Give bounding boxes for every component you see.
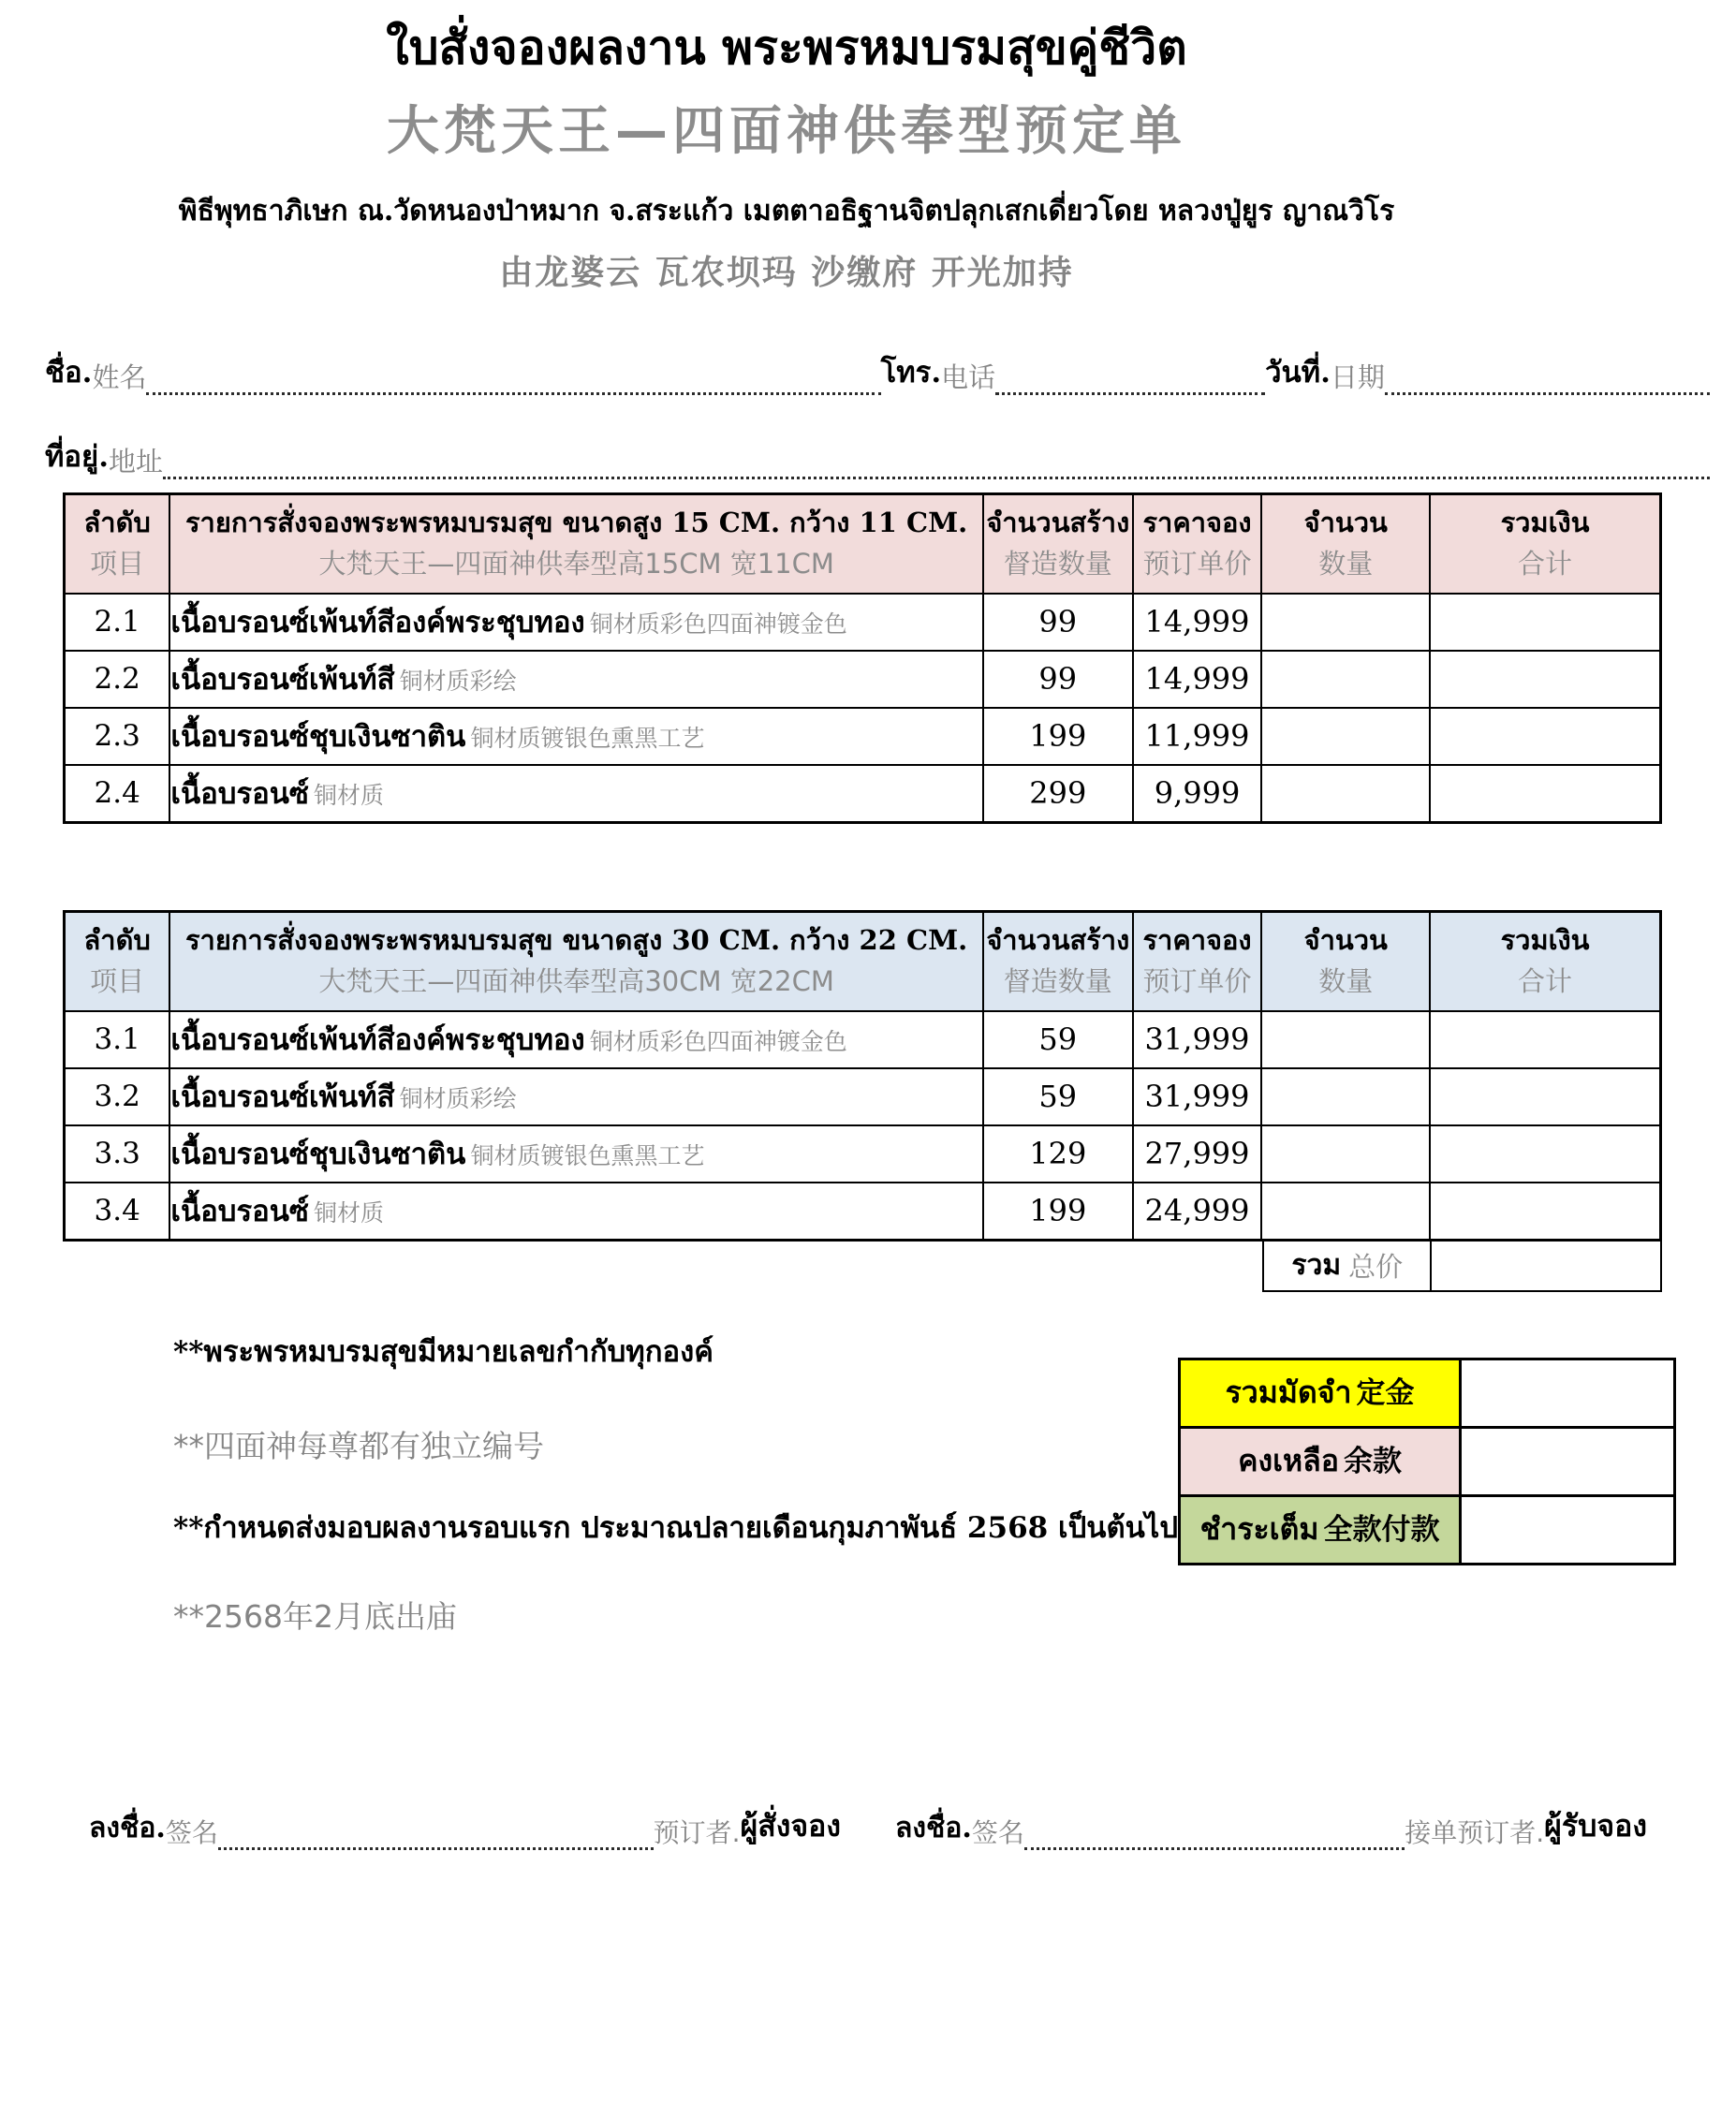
col-total-zh: 合计	[1518, 548, 1573, 580]
col-made-zh: 督造数量	[1003, 548, 1112, 580]
col-no-th: ลำดับ	[83, 923, 151, 956]
balance-label	[1180, 1427, 1461, 1495]
grand-total-label	[1262, 1239, 1432, 1292]
item-name-th: เนื้อบรอนซ์เพ้นท์สีองค์พระชุบทอง	[170, 606, 585, 639]
row-qty-fill-cell[interactable]	[1261, 1011, 1430, 1068]
col-header-total	[1430, 911, 1660, 1011]
balance-row	[1180, 1427, 1675, 1495]
payment-summary-table	[1178, 1358, 1676, 1565]
full-payment-label	[1180, 1495, 1461, 1564]
deposit-label-th: รวมมัดจำ	[1225, 1374, 1352, 1410]
col-made-th: จำนวนสร้าง	[986, 923, 1130, 956]
full-payment-label-th: ชำระเต็ม	[1199, 1511, 1319, 1547]
col-made-th: จำนวนสร้าง	[986, 506, 1130, 538]
col-price-zh: 预订单价	[1142, 548, 1252, 580]
table-row	[65, 1183, 1661, 1241]
row-total-fill-cell[interactable]	[1430, 1183, 1660, 1241]
row-total-fill-cell[interactable]	[1430, 1011, 1660, 1068]
receiver-signature-line	[895, 1802, 1647, 1850]
sign-label-th: ลงชื่อ.	[89, 1812, 166, 1845]
row-no: 2.4	[65, 765, 170, 823]
row-no: 2.2	[65, 651, 170, 708]
row-no: 3.3	[65, 1125, 170, 1183]
notes-and-payment-section	[0, 1335, 1736, 1637]
full-payment-row	[1180, 1495, 1675, 1564]
name-label-zh: 姓名	[92, 360, 147, 393]
col-header-no	[65, 911, 170, 1011]
balance-label-zh: 余款	[1344, 1445, 1403, 1478]
date-input-line[interactable]	[1385, 359, 1710, 395]
col-item-th: รายการสั่งจองพระพรหมบรมสุข ขนาดสูง 30 CM. กว้าง 22 CM.	[184, 923, 968, 956]
note-serial-number-th: **พระพรหมบรมสุขมีหมายเลขกำกับทุกองค์	[173, 1334, 714, 1369]
table-header-row	[65, 911, 1661, 1011]
ceremony-subtitle-thai: พิธีพุทธาภิเษก ณ.วัดหนองป่าหมาก จ.สระแก้ว เมตตาอธิฐานจิตปลุกเสกเดี่ยวโดย หลวงปู่ยูร ญาณวิโร	[178, 194, 1395, 228]
col-item-zh: 大梵天王—四面神供奉型高15CM 宽11CM	[318, 548, 834, 580]
row-item	[169, 708, 983, 765]
row-total-fill-cell[interactable]	[1430, 765, 1660, 823]
table-row	[65, 1125, 1661, 1183]
col-total-zh: 合计	[1518, 965, 1573, 998]
deposit-label	[1180, 1359, 1461, 1427]
page-title-thai: ใบสั่งจองผลงาน พระพรหมบรมสุขคู่ชีวิต	[386, 20, 1187, 75]
col-no-th: ลำดับ	[83, 506, 151, 538]
col-item-th: รายการสั่งจองพระพรหมบรมสุข ขนาดสูง 15 CM. กว้าง 11 CM.	[184, 506, 968, 538]
receiver-role-zh: 接单预订者.	[1405, 1817, 1545, 1849]
table-header-row	[65, 493, 1661, 594]
col-price-th: ราคาจอง	[1142, 506, 1252, 538]
name-input-line[interactable]	[146, 359, 880, 395]
row-qty-fill-cell[interactable]	[1261, 1125, 1430, 1183]
blessing-subtitle-chinese: 由龙婆云 瓦农坝玛 沙缴府 开光加持	[499, 253, 1074, 292]
sign-label-th: ลงชื่อ.	[895, 1812, 972, 1845]
name-phone-date-line	[45, 352, 1710, 395]
row-price: 14,999	[1133, 651, 1262, 708]
col-qty-zh: 数量	[1318, 548, 1374, 580]
signature-section	[89, 1802, 1647, 1850]
item-name-th: เนื้อบรอนซ์ชุบเงินซาติน	[170, 1138, 466, 1171]
deposit-row	[1180, 1359, 1675, 1427]
row-total-fill-cell[interactable]	[1430, 651, 1660, 708]
orderer-signature-line	[89, 1802, 841, 1850]
col-price-zh: 预订单价	[1142, 965, 1252, 998]
row-qty-fill-cell[interactable]	[1261, 1068, 1430, 1125]
row-no: 3.1	[65, 1011, 170, 1068]
row-made-qty: 99	[983, 651, 1133, 708]
row-price: 31,999	[1133, 1068, 1262, 1125]
item-name-th: เนื้อบรอนซ์เพ้นท์สี	[170, 1080, 395, 1114]
row-made-qty: 59	[983, 1011, 1133, 1068]
col-header-item	[169, 911, 983, 1011]
col-header-qty	[1261, 911, 1430, 1011]
balance-label-th: คงเหลือ	[1238, 1443, 1339, 1478]
table-row	[65, 1011, 1661, 1068]
col-item-zh: 大梵天王—四面神供奉型高30CM 宽22CM	[318, 965, 834, 998]
phone-label-zh: 电话	[941, 360, 996, 393]
row-price: 31,999	[1133, 1011, 1262, 1068]
row-item	[169, 594, 983, 651]
row-qty-fill-cell[interactable]	[1261, 651, 1430, 708]
sign-label-zh: 签名	[165, 1817, 218, 1849]
customer-info-section	[45, 352, 1710, 479]
grand-total-fill-cell[interactable]	[1432, 1239, 1662, 1292]
address-label-th: ที่อยู่.	[45, 439, 110, 474]
note-delivery-zh: **2568年2月底出庙	[173, 1598, 457, 1636]
row-no: 3.2	[65, 1068, 170, 1125]
row-made-qty: 199	[983, 708, 1133, 765]
item-name-th: เนื้อบรอนซ์เพ้นท์สี	[170, 663, 395, 697]
note-serial-number-zh: **四面神每尊都有独立编号	[173, 1427, 544, 1464]
row-item	[169, 1125, 983, 1183]
row-made-qty: 199	[983, 1183, 1133, 1241]
row-price: 11,999	[1133, 708, 1262, 765]
row-qty-fill-cell[interactable]	[1261, 765, 1430, 823]
address-label-zh: 地址	[109, 445, 164, 478]
row-made-qty: 129	[983, 1125, 1133, 1183]
col-header-qty	[1261, 493, 1430, 594]
item-name-th: เนื้อบรอนซ์	[170, 777, 309, 811]
table-row	[65, 594, 1661, 651]
orderer-role-th: ผู้สั่งจอง	[740, 1808, 841, 1844]
row-made-qty: 99	[983, 594, 1133, 651]
row-price: 27,999	[1133, 1125, 1262, 1183]
orderer-signature-input-line[interactable]	[218, 1817, 654, 1850]
col-header-price	[1133, 493, 1262, 594]
col-no-zh: 项目	[90, 965, 145, 998]
document-header	[19, 0, 1554, 294]
row-item	[169, 1011, 983, 1068]
grand-total-label-zh: 总价	[1348, 1251, 1404, 1283]
page-title-chinese: 大梵天王—四面神供奉型预定单	[387, 100, 1186, 162]
notes-list	[173, 1335, 1178, 1637]
row-qty-fill-cell[interactable]	[1261, 708, 1430, 765]
grand-total-row	[1262, 1239, 1662, 1292]
orderer-role-zh: 预订者.	[653, 1817, 741, 1849]
order-table-30cm	[63, 910, 1662, 1242]
row-price: 14,999	[1133, 594, 1262, 651]
sign-label-zh: 签名	[971, 1817, 1024, 1849]
order-table-15cm	[63, 492, 1662, 824]
col-no-zh: 项目	[90, 548, 145, 580]
col-total-th: รวมเงิน	[1500, 506, 1590, 538]
row-total-fill-cell[interactable]	[1430, 1068, 1660, 1125]
phone-label-th: โทร.	[880, 355, 942, 389]
table-row	[65, 765, 1661, 823]
item-name-zh: 铜材质镀银色熏黑工艺	[470, 1142, 705, 1169]
table-row	[65, 708, 1661, 765]
full-payment-label-zh: 全款付款	[1323, 1513, 1440, 1547]
row-item	[169, 651, 983, 708]
row-qty-fill-cell[interactable]	[1261, 1183, 1430, 1241]
col-price-th: ราคาจอง	[1142, 923, 1252, 956]
name-label-th: ชื่อ.	[45, 355, 93, 389]
col-qty-th: จำนวน	[1303, 923, 1388, 956]
item-name-zh: 铜材质	[314, 1199, 385, 1227]
address-input-line[interactable]	[163, 443, 1710, 479]
col-header-total	[1430, 493, 1660, 594]
row-no: 3.4	[65, 1183, 170, 1241]
row-no: 2.3	[65, 708, 170, 765]
item-name-zh: 铜材质彩色四面神镀金色	[589, 610, 847, 638]
receiver-role-th: ผู้รับจอง	[1544, 1808, 1647, 1844]
item-name-zh: 铜材质	[314, 782, 385, 809]
item-name-zh: 铜材质彩绘	[399, 668, 517, 695]
col-header-item	[169, 493, 983, 594]
col-made-zh: 督造数量	[1003, 965, 1112, 998]
item-name-th: เนื้อบรอนซ์	[170, 1195, 309, 1228]
full-payment-fill-cell[interactable]	[1461, 1495, 1675, 1564]
col-total-th: รวมเงิน	[1500, 923, 1590, 956]
col-header-price	[1133, 911, 1262, 1011]
item-name-zh: 铜材质彩色四面神镀金色	[589, 1028, 847, 1055]
address-line	[45, 436, 1710, 479]
col-header-made	[983, 911, 1133, 1011]
deposit-label-zh: 定金	[1356, 1376, 1415, 1410]
row-no: 2.1	[65, 594, 170, 651]
row-total-fill-cell[interactable]	[1430, 708, 1660, 765]
col-header-made	[983, 493, 1133, 594]
deposit-fill-cell[interactable]	[1461, 1359, 1675, 1427]
date-label-th: วันที่.	[1265, 355, 1331, 389]
row-item	[169, 765, 983, 823]
col-header-no	[65, 493, 170, 594]
row-made-qty: 59	[983, 1068, 1133, 1125]
phone-input-line[interactable]	[995, 359, 1265, 395]
row-qty-fill-cell[interactable]	[1261, 594, 1430, 651]
row-made-qty: 299	[983, 765, 1133, 823]
col-qty-zh: 数量	[1318, 965, 1374, 998]
row-price: 9,999	[1133, 765, 1262, 823]
row-price: 24,999	[1133, 1183, 1262, 1241]
receiver-signature-input-line[interactable]	[1024, 1817, 1405, 1850]
row-item	[169, 1183, 983, 1241]
row-total-fill-cell[interactable]	[1430, 594, 1660, 651]
item-name-zh: 铜材质彩绘	[399, 1085, 517, 1112]
item-name-th: เนื้อบรอนซ์ชุบเงินซาติน	[170, 720, 466, 754]
table-row	[65, 651, 1661, 708]
item-name-th: เนื้อบรอนซ์เพ้นท์สีองค์พระชุบทอง	[170, 1023, 585, 1057]
col-qty-th: จำนวน	[1303, 506, 1388, 538]
grand-total-label-th: รวม	[1291, 1249, 1342, 1282]
note-delivery-th: **กำหนดส่งมอบผลงานรอบแรก ประมาณปลายเดือนกุมภาพันธ์ 2568 เป็นต้นไป	[173, 1511, 1179, 1546]
row-total-fill-cell[interactable]	[1430, 1125, 1660, 1183]
date-label-zh: 日期	[1330, 360, 1385, 393]
item-name-zh: 铜材质镀银色熏黑工艺	[470, 725, 705, 752]
row-item	[169, 1068, 983, 1125]
balance-fill-cell[interactable]	[1461, 1427, 1675, 1495]
table-row	[65, 1068, 1661, 1125]
